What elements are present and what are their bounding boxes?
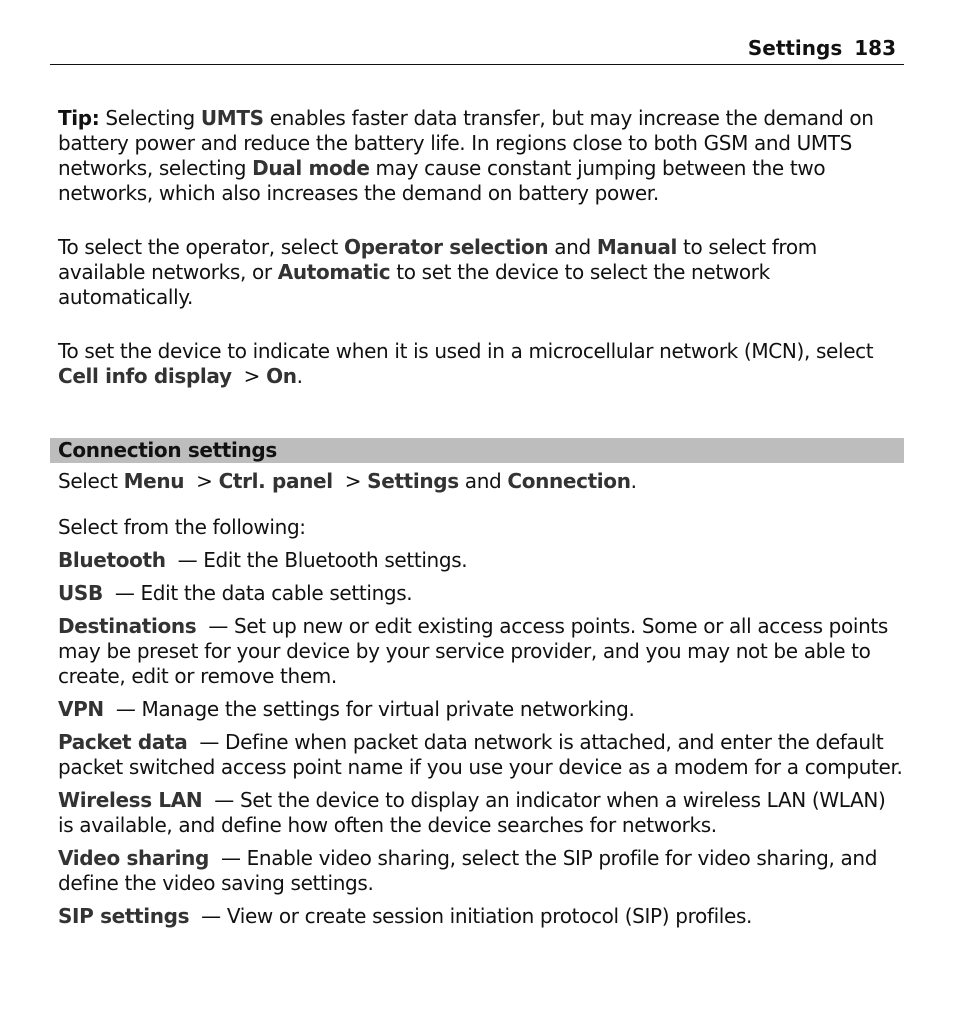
- text-run: to select from available networks, or: [58, 235, 817, 284]
- term-automatic: Automatic: [277, 260, 391, 284]
- intro-text: Select from the following:: [58, 515, 306, 539]
- tip-label: Tip:: [58, 106, 100, 130]
- text-run: >: [231, 364, 267, 388]
- option-term: Wireless LAN: [58, 788, 203, 812]
- option-description: — Edit the Bluetooth settings.: [165, 548, 468, 572]
- option-wireless-lan: [58, 788, 904, 838]
- option-description: — Set up new or edit existing access points. Some or all access points may be preset for your device by your service provider, and you may not be able to create, edit or remove them.: [58, 614, 894, 688]
- text-run: >: [184, 469, 219, 493]
- option-description: — Define when packet data network is attached, and enter the default packet switched access point name if you use your device as a modem for a computer.: [58, 730, 903, 779]
- option-description: — Enable video sharing, select the SIP profile for video sharing, and define the video saving settings.: [58, 846, 884, 895]
- term-cell-info-display: Cell info display: [58, 364, 232, 388]
- text-run: to set the device to select the network automatically.: [58, 260, 770, 309]
- header-section-title: Settings: [747, 36, 843, 60]
- term-settings: Settings: [367, 469, 459, 493]
- option-sip-settings: [58, 904, 904, 929]
- option-term: VPN: [58, 697, 104, 721]
- section-heading-bar: [50, 438, 904, 463]
- term-menu: Menu: [123, 469, 185, 493]
- text-run: To set the device to indicate when it is used in a microcellular network (MCN), select: [58, 339, 874, 363]
- term-umts: UMTS: [200, 106, 264, 130]
- text-run: .: [630, 469, 637, 493]
- term-operator-selection: Operator selection: [344, 235, 549, 259]
- option-packet-data: [58, 730, 904, 780]
- term-manual: Manual: [596, 235, 677, 259]
- options-list: [58, 548, 904, 937]
- option-video-sharing: [58, 846, 904, 896]
- header-page-number: 183: [854, 36, 896, 60]
- text-run: Select: [58, 469, 124, 493]
- option-bluetooth: [58, 548, 904, 573]
- text-run: and: [458, 469, 508, 493]
- term-on: On: [266, 364, 297, 388]
- text-run: .: [296, 364, 303, 388]
- term-connection: Connection: [507, 469, 631, 493]
- text-run: enables faster data transfer, but may increase the demand on battery power and reduce the battery life. In regions close to both GSM and UMTS networks, selecting: [58, 106, 874, 180]
- option-term: Destinations: [58, 614, 197, 638]
- option-vpn: [58, 697, 904, 722]
- option-destinations: [58, 614, 904, 689]
- term-dual-mode: Dual mode: [252, 156, 370, 180]
- page-header: [50, 36, 904, 65]
- text-run: may cause constant jumping between the two networks, which also increases the demand on battery power.: [58, 156, 826, 205]
- option-term: Packet data: [58, 730, 188, 754]
- options-intro: [58, 515, 904, 540]
- mcn-paragraph: [58, 339, 904, 389]
- option-description: — Manage the settings for virtual private networking.: [103, 697, 635, 721]
- tip-paragraph: [58, 106, 904, 206]
- option-description: — Edit the data cable settings.: [102, 581, 413, 605]
- text-run: To select the operator, select: [58, 235, 345, 259]
- option-term: USB: [58, 581, 103, 605]
- operator-paragraph: [58, 235, 904, 310]
- option-term: SIP settings: [58, 904, 190, 928]
- option-description: — Set the device to display an indicator when a wireless LAN (WLAN) is available, and define how often the device searches for networks.: [58, 788, 892, 837]
- section-title: Connection settings: [58, 438, 277, 462]
- text-run: Selecting: [99, 106, 201, 130]
- option-term: Bluetooth: [58, 548, 166, 572]
- term-ctrl-panel: Ctrl. panel: [218, 469, 333, 493]
- option-description: — View or create session initiation protocol (SIP) profiles.: [189, 904, 753, 928]
- option-term: Video sharing: [58, 846, 209, 870]
- text-run: and: [548, 235, 597, 259]
- option-usb: [58, 581, 904, 606]
- navigation-path: [58, 469, 904, 494]
- running-header: [748, 36, 896, 60]
- text-run: >: [332, 469, 368, 493]
